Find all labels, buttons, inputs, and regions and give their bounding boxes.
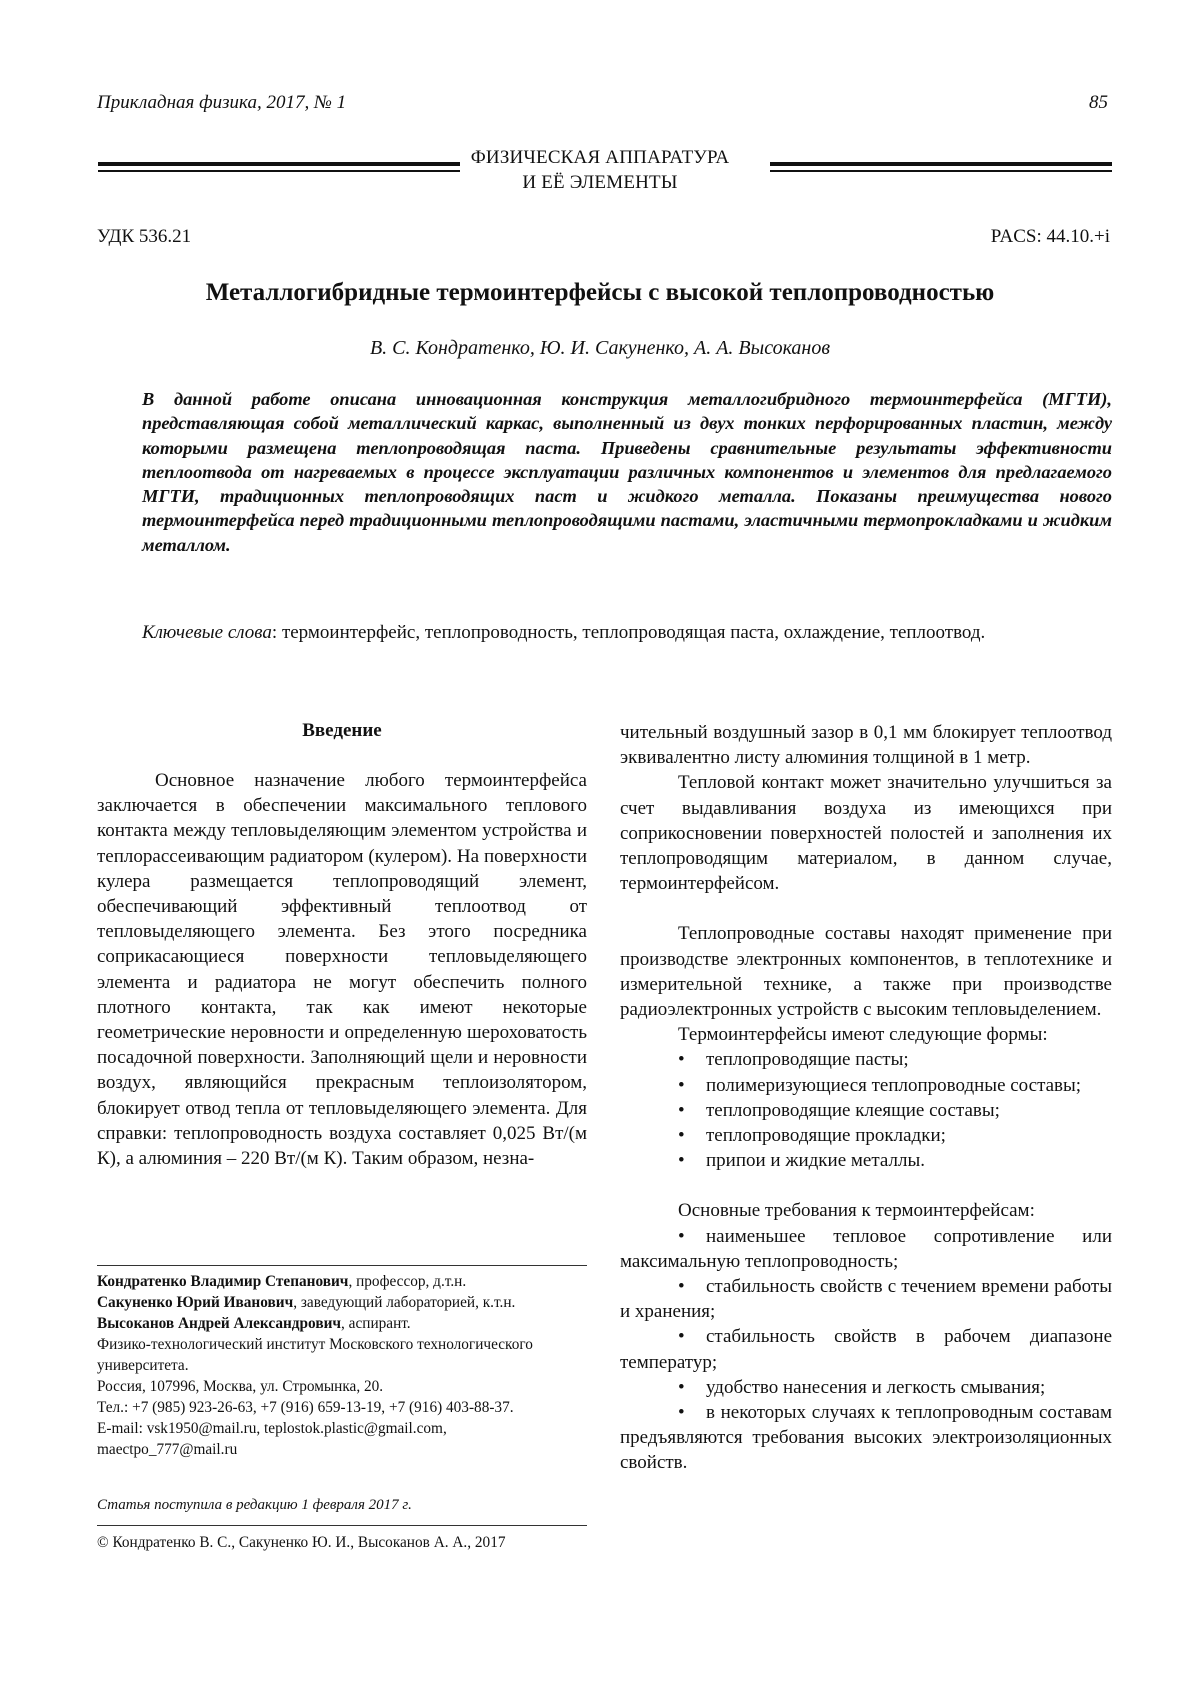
copyright-notice: © Кондратенко В. С., Сакуненко Ю. И., Высоканов А. А., 2017 bbox=[97, 1534, 506, 1551]
bullet-icon: • bbox=[678, 1125, 685, 1147]
form-item-text: теплопроводящие клеящие составы; bbox=[706, 1099, 1000, 1121]
list-item bbox=[620, 1123, 1112, 1148]
bullet-icon: • bbox=[678, 1326, 685, 1348]
received-date: Статья поступила в редакцию 1 февраля 2017 г. bbox=[97, 1497, 412, 1513]
author-footnote bbox=[97, 1271, 587, 1460]
pacs-code: PACS: 44.10.+i bbox=[990, 226, 1110, 247]
article-title: Металлогибридные термоинтерфейсы с высокой теплопроводностью bbox=[205, 279, 995, 306]
intro-paragraph: Основное назначение любого термоинтерфейса заключается в обеспечении максимального теплового контакта между тепловыделяющим элементом устройства и теплорассеивающим радиатором (кулером). На поверхности кулера размещается теплопроводящий элемент, обеспечивающий эффективный теплоотвод от тепловыделяющего элемента. Без этого посредника соприкасающиеся поверхности тепловыделяющего элемента и радиатора не могут обеспечить полного плотного контакта, так как имеют некоторые геометрические неровности и определенную шероховатость посадочной поверхности. Заполняющий щели и неровности воздух, являющийся прекрасным теплоизолятором, блокирует отвод тепла от тепловыделяющего элемента. Для справки: теплопроводность воздуха составляет 0,025 Вт/(м К), а алюминия – 220 Вт/(м К). Таким образом, незна- bbox=[97, 770, 587, 1170]
author2-name: Сакуненко Юрий Иванович bbox=[97, 1294, 294, 1311]
list-item bbox=[620, 1274, 1112, 1324]
footnote-author3 bbox=[97, 1313, 587, 1334]
list-item bbox=[620, 1324, 1112, 1374]
footnote-rule bbox=[97, 1265, 587, 1266]
form-item-text: теплопроводящие прокладки; bbox=[706, 1125, 946, 1147]
list-item bbox=[620, 1047, 1112, 1072]
form-item-text: полимеризующиеся теплопроводные составы; bbox=[706, 1074, 1082, 1096]
bullet-icon: • bbox=[678, 1402, 685, 1424]
list-item bbox=[620, 1375, 1112, 1400]
bullet-icon: • bbox=[678, 1276, 685, 1298]
forms-intro: Термоинтерфейсы имеют следующие формы: bbox=[678, 1024, 1048, 1046]
right-paragraph-applications: Теплопроводные составы находят применение при производстве электронных компонентов, в теплотехнике и измерительной технике, а также при производстве радиоэлектронных устройств с высоким тепловыделением. bbox=[620, 923, 1112, 1021]
keywords-label: Ключевые слова bbox=[142, 622, 272, 643]
requirement-item-text: стабильность свойств в рабочем диапазоне температур; bbox=[620, 1326, 1112, 1373]
footnote-author1 bbox=[97, 1271, 587, 1292]
author3-name: Высоканов Андрей Александрович bbox=[97, 1315, 342, 1332]
section-title bbox=[0, 145, 1200, 195]
abstract: В данной работе описана инновационная конструкция металлогибридного термоинтерфейса (МГТИ), представляющая собой металлический каркас, выполненный из двух тонких перфорированных пластин, между которыми размещена теплопроводящая паста. Приведены сравнительные результаты эффективности теплоотвода от нагреваемых в процессе эксплуатации различных компонентов и элементов для предлагаемого МГТИ, традиционных теплопроводящих паст и жидкого металла. Показаны преимущества нового термоинтерфейса перед традиционными теплопроводящими пастами, эластичными термопрокладками и жидким металлом. bbox=[142, 389, 1112, 555]
right-paragraph-thermal-contact: Тепловой контакт может значительно улучшиться за счет выдавливания воздуха из имеющихся при соприкосновении поверхностей полостей и заполнения их теплопроводящим материалом, в данном случае, термоинтерфейсом. bbox=[620, 772, 1112, 895]
requirement-item-text: удобство нанесения и легкость смывания; bbox=[706, 1376, 1046, 1398]
footnote-phones: Тел.: +7 (985) 923-26-63, +7 (916) 659-13-19, +7 (916) 403-88-37. bbox=[97, 1399, 514, 1416]
bullet-icon: • bbox=[678, 1099, 685, 1121]
right-paragraph-continuation: чительный воздушный зазор в 0,1 мм блокирует теплоотвод эквивалентно листу алюминия толщиной в 1 метр. bbox=[620, 722, 1112, 769]
footnote-institution: Физико-технологический институт Московского технологического университета. bbox=[97, 1336, 533, 1374]
bullet-icon: • bbox=[678, 1049, 685, 1071]
list-item bbox=[620, 1400, 1112, 1476]
footnote-email: E-mail: vsk1950@mail.ru, teplostok.plastic@gmail.com, maectpo_777@mail.ru bbox=[97, 1420, 447, 1458]
author1-info: , профессор, д.т.н. bbox=[348, 1273, 467, 1290]
section-title-line1: ФИЗИЧЕСКАЯ АППАРАТУРА bbox=[470, 147, 730, 168]
article-authors: В. С. Кондратенко, Ю. И. Сакуненко, А. А. Высоканов bbox=[369, 337, 831, 359]
bullet-icon: • bbox=[678, 1376, 685, 1398]
section-title-line2: И ЕЁ ЭЛЕМЕНТЫ bbox=[522, 172, 678, 193]
form-item-text: теплопроводящие пасты; bbox=[706, 1049, 909, 1071]
bullet-icon: • bbox=[678, 1225, 685, 1247]
keywords bbox=[142, 619, 1112, 647]
requirement-item-text: стабильность свойств с течением времени работы и хранения; bbox=[620, 1276, 1112, 1323]
author2-info: , заведующий лабораторией, к.т.н. bbox=[293, 1294, 516, 1311]
right-column bbox=[620, 720, 1112, 1476]
list-item bbox=[620, 1148, 1112, 1173]
journal-running-head: Прикладная физика, 2017, № 1 bbox=[97, 92, 347, 113]
list-item bbox=[620, 1098, 1112, 1123]
form-item-text: припои и жидкие металлы. bbox=[706, 1150, 925, 1172]
list-item bbox=[620, 1073, 1112, 1098]
footnote-address: Россия, 107996, Москва, ул. Стромынка, 20. bbox=[97, 1378, 384, 1395]
requirement-item-text: в некоторых случаях к теплопроводным составам предъявляются требования высоких электроизоляционных свойств. bbox=[620, 1402, 1112, 1474]
requirement-item-text: наименьшее тепловое сопротивление или максимальную теплопроводность; bbox=[620, 1225, 1112, 1272]
left-column bbox=[97, 768, 587, 1171]
author3-info: , аспирант. bbox=[341, 1315, 411, 1332]
author1-name: Кондратенко Владимир Степанович bbox=[97, 1273, 349, 1290]
page-number: 85 bbox=[1089, 92, 1108, 113]
bullet-icon: • bbox=[678, 1150, 685, 1172]
udk-code: УДК 536.21 bbox=[97, 226, 192, 247]
bullet-icon: • bbox=[678, 1074, 685, 1096]
footnote-author2 bbox=[97, 1292, 587, 1313]
requirements-intro: Основные требования к термоинтерфейсам: bbox=[678, 1200, 1035, 1222]
introduction-heading: Введение bbox=[302, 720, 382, 741]
list-item bbox=[620, 1224, 1112, 1274]
keywords-text: : термоинтерфейс, теплопроводность, теплопроводящая паста, охлаждение, теплоотвод. bbox=[271, 622, 986, 643]
copyright-rule bbox=[97, 1525, 587, 1526]
